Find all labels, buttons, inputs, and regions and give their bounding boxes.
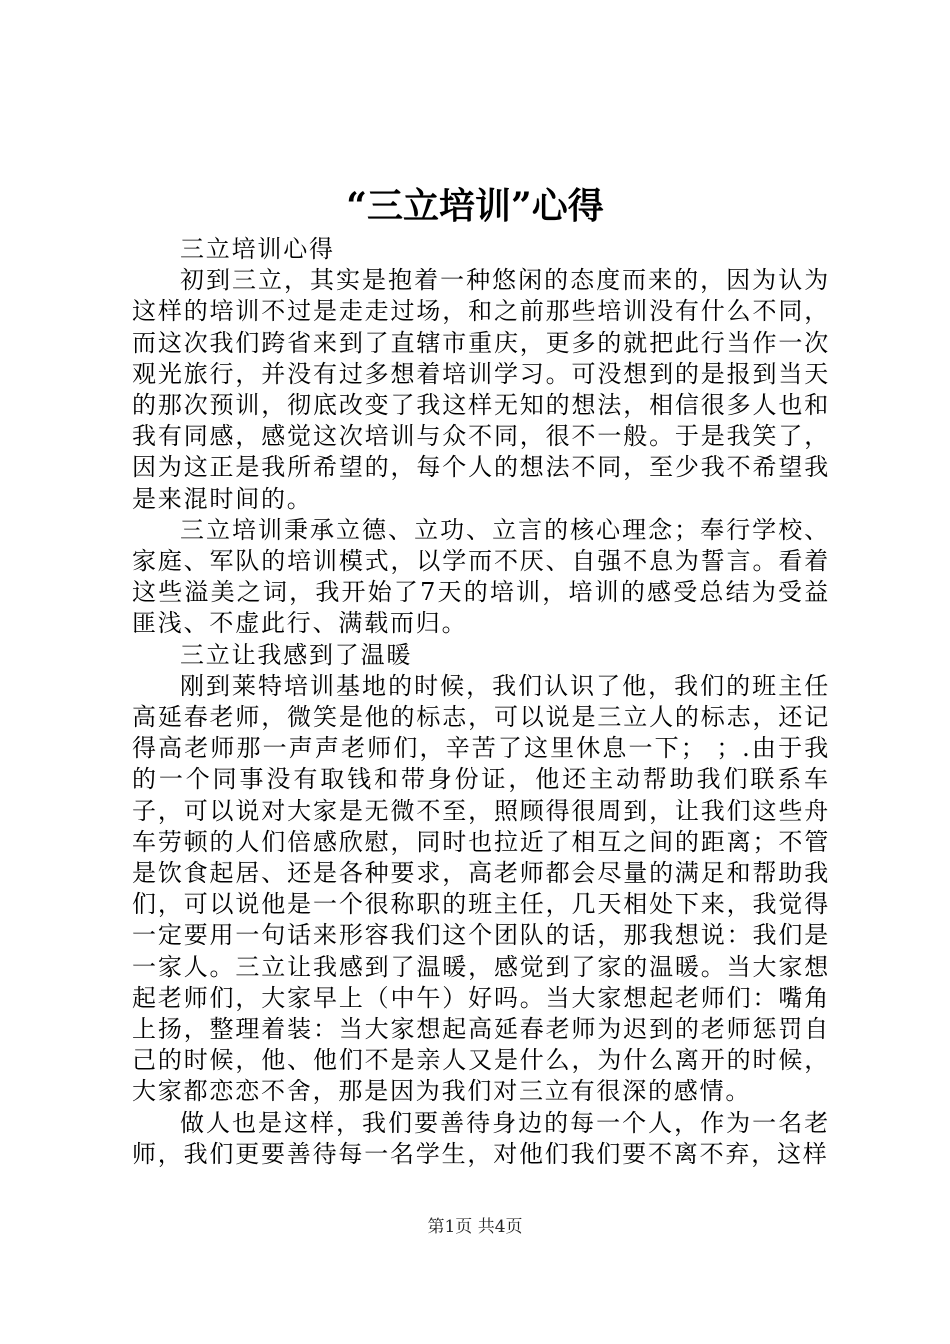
paragraph: 做人也是这样，我们要善待身边的每一个人，作为一名老师，我们更要善待每一名学生，对他们我们要不离不弃，这样 — [132, 1108, 830, 1168]
document-body — [132, 234, 830, 1170]
paragraph: 刚到莱特培训基地的时候，我们认识了他，我们的班主任高延春老师，微笑是他的标志，可以说是三立人的标志，还记得高老师那一声声老师们，辛苦了这里休息一下； ；.由于我的一个同事没有取钱和带身份证，他还主动帮助我们联系车子，可以说对大家是无微不至，照顾得很周到，让我们这些舟车劳顿的人们倍感欣慰，同时也拉近了相互之间的距离；不管是饮食起居、还是各种要求，高老师都会尽量的满足和帮助我们，可以说他是一个很称职的班主任，几天相处下来，我觉得一定要用一句话来形容我们这个团队的话，那我想说：我们是一家人。三立让我感到了温暖，感觉到了家的温暖。当大家想起老师们，大家早上（中午）好吗。当大家想起老师们：嘴角上扬，整理着装：当大家想起高延春老师为迟到的老师惩罚自己的时候，他、他们不是亲人又是什么，为什么离开的时候，大家都恋恋不舍，那是因为我们对三立有很深的感情。 — [132, 671, 830, 1106]
paragraph: 三立培训秉承立德、立功、立言的核心理念；奉行学校、家庭、军队的培训模式，以学而不厌、自强不息为誓言。看着这些溢美之词，我开始了7天的培训，培训的感受总结为受益匪浅、不虚此行、满载而归。 — [132, 515, 830, 638]
section-heading: 三立让我感到了温暖 — [180, 640, 413, 669]
paragraph: 初到三立，其实是抱着一种悠闲的态度而来的，因为认为这样的培训不过是走走过场，和之前那些培训没有什么不同，而这次我们跨省来到了直辖市重庆，更多的就把此行当作一次观光旅行，并没有过多想着培训学习。可没想到的是报到当天的那次预训，彻底改变了我这样无知的想法，相信很多人也和我有同感，感觉这次培训与众不同，很不一般。于是我笑了，因为这正是我所希望的，每个人的想法不同，至少我不希望我是来混时间的。 — [132, 266, 830, 513]
document-title: “三立培训”心得 — [346, 185, 604, 227]
section-heading: 三立培训心得 — [180, 235, 335, 263]
page-number-footer: 第1页 共4页 — [427, 1217, 523, 1237]
